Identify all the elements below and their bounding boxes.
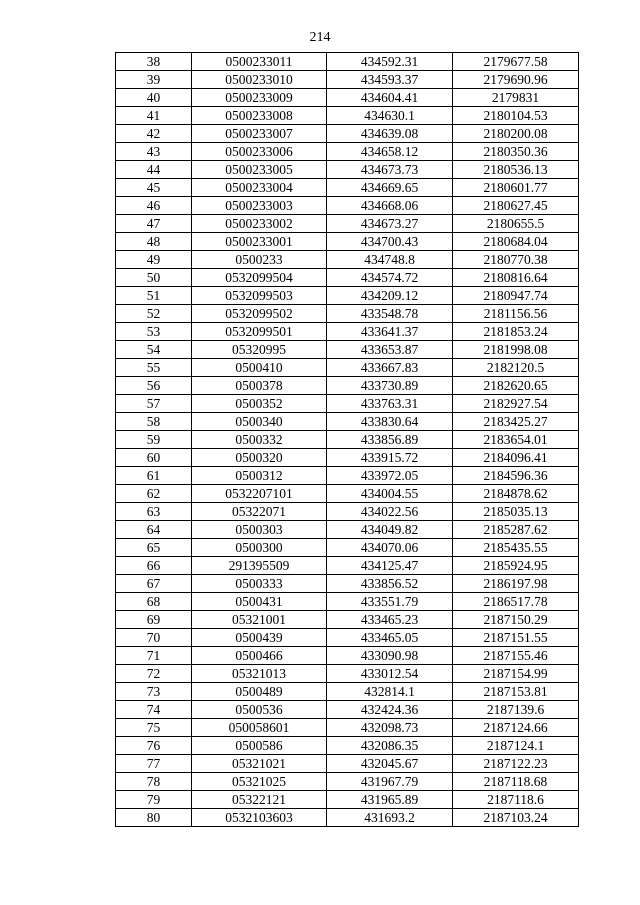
table-row [116,53,579,71]
y-coordinate-cell: 2181853.24 [453,323,579,341]
row-index-cell: 43 [116,143,192,161]
row-index-cell: 73 [116,683,192,701]
table-row [116,773,579,791]
x-coordinate-cell: 434574.72 [327,269,453,287]
x-coordinate-cell: 432045.67 [327,755,453,773]
x-coordinate-cell: 431965.89 [327,791,453,809]
table-row [116,89,579,107]
row-index-cell: 40 [116,89,192,107]
x-coordinate-cell: 434748.8 [327,251,453,269]
point-code-cell: 0500233004 [192,179,327,197]
x-coordinate-cell: 434049.82 [327,521,453,539]
table-body [116,53,579,827]
row-index-cell: 57 [116,395,192,413]
table-row [116,629,579,647]
x-coordinate-cell: 431693.2 [327,809,453,827]
x-coordinate-cell: 434673.27 [327,215,453,233]
y-coordinate-cell: 2180350.36 [453,143,579,161]
y-coordinate-cell: 2184096.41 [453,449,579,467]
y-coordinate-cell: 2180816.64 [453,269,579,287]
row-index-cell: 67 [116,575,192,593]
table-row [116,503,579,521]
point-code-cell: 0500312 [192,467,327,485]
row-index-cell: 38 [116,53,192,71]
table-row [116,593,579,611]
row-index-cell: 44 [116,161,192,179]
y-coordinate-cell: 2184596.36 [453,467,579,485]
y-coordinate-cell: 2187155.46 [453,647,579,665]
x-coordinate-cell: 434639.08 [327,125,453,143]
y-coordinate-cell: 2182927.54 [453,395,579,413]
point-code-cell: 0500233 [192,251,327,269]
y-coordinate-cell: 2187122.23 [453,755,579,773]
table-row [116,323,579,341]
point-code-cell: 05321001 [192,611,327,629]
x-coordinate-cell: 433551.79 [327,593,453,611]
table-row [116,575,579,593]
x-coordinate-cell: 433090.98 [327,647,453,665]
row-index-cell: 70 [116,629,192,647]
row-index-cell: 41 [116,107,192,125]
point-code-cell: 05321025 [192,773,327,791]
y-coordinate-cell: 2181156.56 [453,305,579,323]
point-code-cell: 0532099503 [192,287,327,305]
point-code-cell: 0500536 [192,701,327,719]
point-code-cell: 0500233008 [192,107,327,125]
row-index-cell: 66 [116,557,192,575]
table-row [116,395,579,413]
row-index-cell: 76 [116,737,192,755]
y-coordinate-cell: 2187118.68 [453,773,579,791]
table-row [116,449,579,467]
y-coordinate-cell: 2185435.55 [453,539,579,557]
table-row [116,521,579,539]
table-row [116,197,579,215]
x-coordinate-cell: 433653.87 [327,341,453,359]
y-coordinate-cell: 2187150.29 [453,611,579,629]
table-row [116,107,579,125]
table-row [116,161,579,179]
x-coordinate-cell: 433667.83 [327,359,453,377]
row-index-cell: 62 [116,485,192,503]
point-code-cell: 291395509 [192,557,327,575]
point-code-cell: 0500332 [192,431,327,449]
point-code-cell: 0500340 [192,413,327,431]
x-coordinate-cell: 433012.54 [327,665,453,683]
point-code-cell: 050058601 [192,719,327,737]
point-code-cell: 05322071 [192,503,327,521]
point-code-cell: 0500233002 [192,215,327,233]
x-coordinate-cell: 432098.73 [327,719,453,737]
table-row [116,485,579,503]
row-index-cell: 52 [116,305,192,323]
row-index-cell: 59 [116,431,192,449]
row-index-cell: 71 [116,647,192,665]
x-coordinate-cell: 434004.55 [327,485,453,503]
point-code-cell: 0500466 [192,647,327,665]
row-index-cell: 75 [116,719,192,737]
row-index-cell: 61 [116,467,192,485]
table-row [116,359,579,377]
point-code-cell: 05322121 [192,791,327,809]
row-index-cell: 50 [116,269,192,287]
y-coordinate-cell: 2187124.66 [453,719,579,737]
row-index-cell: 48 [116,233,192,251]
y-coordinate-cell: 2182620.65 [453,377,579,395]
point-code-cell: 0500352 [192,395,327,413]
point-code-cell: 05321021 [192,755,327,773]
row-index-cell: 78 [116,773,192,791]
row-index-cell: 77 [116,755,192,773]
table-row [116,539,579,557]
y-coordinate-cell: 2180200.08 [453,125,579,143]
table-row [116,791,579,809]
row-index-cell: 51 [116,287,192,305]
table-row [116,287,579,305]
point-code-cell: 0500233001 [192,233,327,251]
x-coordinate-cell: 432424.36 [327,701,453,719]
x-coordinate-cell: 431967.79 [327,773,453,791]
y-coordinate-cell: 2187154.99 [453,665,579,683]
x-coordinate-cell: 433730.89 [327,377,453,395]
point-code-cell: 0500431 [192,593,327,611]
x-coordinate-cell: 433465.23 [327,611,453,629]
y-coordinate-cell: 2180536.13 [453,161,579,179]
y-coordinate-cell: 2186517.78 [453,593,579,611]
row-index-cell: 39 [116,71,192,89]
y-coordinate-cell: 2183425.27 [453,413,579,431]
row-index-cell: 74 [116,701,192,719]
point-code-cell: 0500378 [192,377,327,395]
table-row [116,377,579,395]
y-coordinate-cell: 2185924.95 [453,557,579,575]
y-coordinate-cell: 2180601.77 [453,179,579,197]
y-coordinate-cell: 2187153.81 [453,683,579,701]
x-coordinate-cell: 433915.72 [327,449,453,467]
table-row [116,647,579,665]
y-coordinate-cell: 2187151.55 [453,629,579,647]
point-code-cell: 0500439 [192,629,327,647]
x-coordinate-cell: 434668.06 [327,197,453,215]
page-number: 214 [309,30,331,45]
row-index-cell: 45 [116,179,192,197]
y-coordinate-cell: 2185287.62 [453,521,579,539]
row-index-cell: 69 [116,611,192,629]
table-row [116,737,579,755]
x-coordinate-cell: 432086.35 [327,737,453,755]
y-coordinate-cell: 2183654.01 [453,431,579,449]
x-coordinate-cell: 433548.78 [327,305,453,323]
y-coordinate-cell: 2179677.58 [453,53,579,71]
table-row [116,143,579,161]
row-index-cell: 80 [116,809,192,827]
x-coordinate-cell: 434125.47 [327,557,453,575]
point-code-cell: 0532099501 [192,323,327,341]
point-code-cell: 05320995 [192,341,327,359]
x-coordinate-cell: 433465.05 [327,629,453,647]
x-coordinate-cell: 434070.06 [327,539,453,557]
y-coordinate-cell: 2186197.98 [453,575,579,593]
point-code-cell: 0500233005 [192,161,327,179]
point-code-cell: 05321013 [192,665,327,683]
x-coordinate-cell: 433641.37 [327,323,453,341]
coordinates-table [115,52,579,827]
y-coordinate-cell: 2187103.24 [453,809,579,827]
x-coordinate-cell: 434593.37 [327,71,453,89]
y-coordinate-cell: 2181998.08 [453,341,579,359]
x-coordinate-cell: 434658.12 [327,143,453,161]
y-coordinate-cell: 2187118.6 [453,791,579,809]
y-coordinate-cell: 2187139.6 [453,701,579,719]
table-row [116,233,579,251]
y-coordinate-cell: 2180655.5 [453,215,579,233]
point-code-cell: 0532103603 [192,809,327,827]
y-coordinate-cell: 2179831 [453,89,579,107]
y-coordinate-cell: 2185035.13 [453,503,579,521]
point-code-cell: 0500320 [192,449,327,467]
y-coordinate-cell: 2180770.38 [453,251,579,269]
x-coordinate-cell: 433856.89 [327,431,453,449]
point-code-cell: 0500233010 [192,71,327,89]
table-row [116,755,579,773]
row-index-cell: 72 [116,665,192,683]
x-coordinate-cell: 434673.73 [327,161,453,179]
table-row [116,215,579,233]
x-coordinate-cell: 434630.1 [327,107,453,125]
x-coordinate-cell: 434592.31 [327,53,453,71]
row-index-cell: 79 [116,791,192,809]
point-code-cell: 0532207101 [192,485,327,503]
point-code-cell: 0500489 [192,683,327,701]
x-coordinate-cell: 434669.65 [327,179,453,197]
x-coordinate-cell: 433763.31 [327,395,453,413]
point-code-cell: 0500586 [192,737,327,755]
row-index-cell: 42 [116,125,192,143]
row-index-cell: 63 [116,503,192,521]
row-index-cell: 47 [116,215,192,233]
y-coordinate-cell: 2187124.1 [453,737,579,755]
table-row [116,467,579,485]
row-index-cell: 46 [116,197,192,215]
x-coordinate-cell: 433830.64 [327,413,453,431]
row-index-cell: 60 [116,449,192,467]
table-row [116,719,579,737]
point-code-cell: 0500333 [192,575,327,593]
table-row [116,701,579,719]
point-code-cell: 0500233003 [192,197,327,215]
row-index-cell: 64 [116,521,192,539]
y-coordinate-cell: 2180947.74 [453,287,579,305]
y-coordinate-cell: 2180627.45 [453,197,579,215]
point-code-cell: 0500233009 [192,89,327,107]
point-code-cell: 0500300 [192,539,327,557]
row-index-cell: 58 [116,413,192,431]
point-code-cell: 0532099504 [192,269,327,287]
x-coordinate-cell: 434700.43 [327,233,453,251]
point-code-cell: 0532099502 [192,305,327,323]
table-row [116,251,579,269]
y-coordinate-cell: 2180104.53 [453,107,579,125]
row-index-cell: 54 [116,341,192,359]
point-code-cell: 0500233007 [192,125,327,143]
point-code-cell: 0500410 [192,359,327,377]
row-index-cell: 68 [116,593,192,611]
table-row [116,683,579,701]
row-index-cell: 49 [116,251,192,269]
x-coordinate-cell: 434209.12 [327,287,453,305]
point-code-cell: 0500233011 [192,53,327,71]
table-row [116,71,579,89]
row-index-cell: 65 [116,539,192,557]
x-coordinate-cell: 434604.41 [327,89,453,107]
row-index-cell: 53 [116,323,192,341]
table-row [116,179,579,197]
table-row [116,305,579,323]
table-row [116,557,579,575]
row-index-cell: 55 [116,359,192,377]
y-coordinate-cell: 2184878.62 [453,485,579,503]
x-coordinate-cell: 433972.05 [327,467,453,485]
table-row [116,269,579,287]
table-row [116,809,579,827]
table-row [116,665,579,683]
y-coordinate-cell: 2180684.04 [453,233,579,251]
x-coordinate-cell: 432814.1 [327,683,453,701]
x-coordinate-cell: 433856.52 [327,575,453,593]
point-code-cell: 0500303 [192,521,327,539]
table-row [116,341,579,359]
point-code-cell: 0500233006 [192,143,327,161]
table-row [116,413,579,431]
table-row [116,125,579,143]
y-coordinate-cell: 2179690.96 [453,71,579,89]
row-index-cell: 56 [116,377,192,395]
table-row [116,611,579,629]
table-row [116,431,579,449]
x-coordinate-cell: 434022.56 [327,503,453,521]
y-coordinate-cell: 2182120.5 [453,359,579,377]
